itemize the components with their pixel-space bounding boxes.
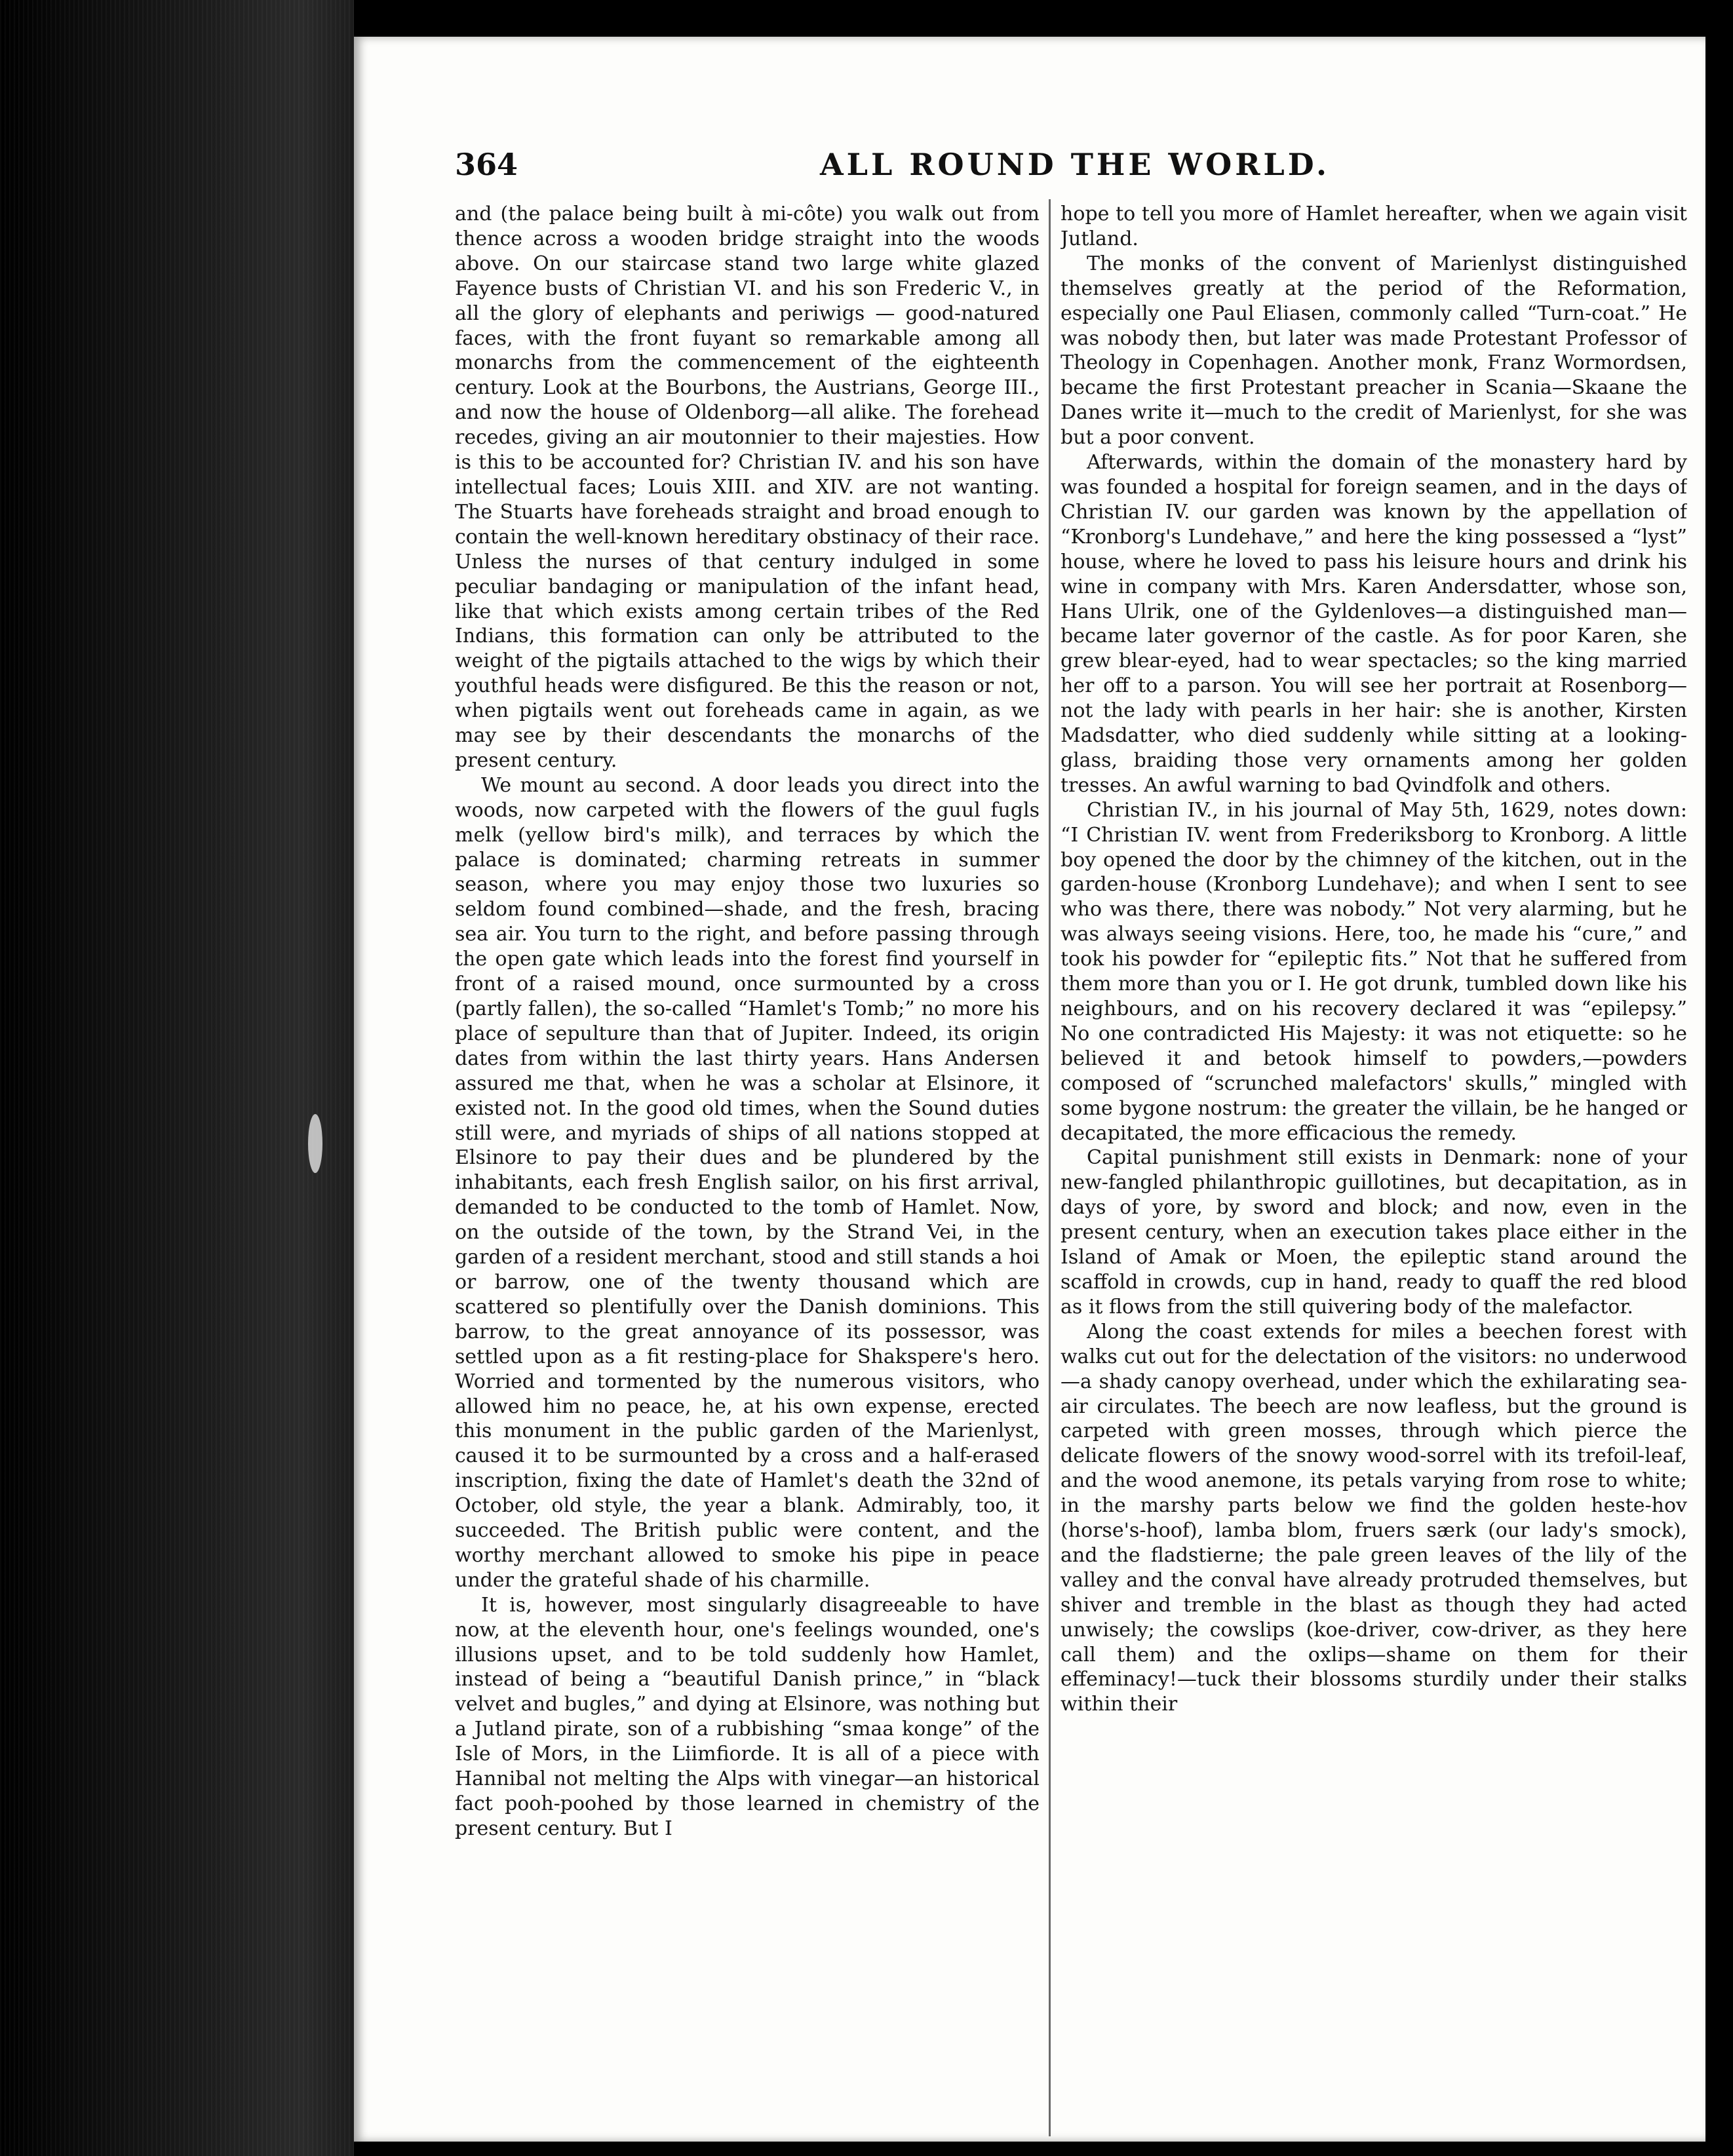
left-column xyxy=(455,202,1040,2135)
right-column xyxy=(1061,202,1687,2135)
page xyxy=(354,37,1705,2142)
scan-border xyxy=(1705,0,1733,2156)
paragraph: Afterwards, within the domain of the monastery hard by was founded a hospital for foreign seamen, and in the days of Christian IV. our garden was known by the appellation of “Kronborg's Lundehave,” and here the king possessed a “lyst” house, where he loved to pass his leisure hours and drink his wine in company with Mrs. Karen Andersdatter, whose son, Hans Ulrik, one of the Gyldenloves—a distinguished man—became later governor of the castle. As for poor Karen, she grew blear-eyed, had to wear spectacles; so the king married her off to a parson. You will see her portrait at Rosenborg—not the lady with pearls in her hair: she is another, Kirsten Madsdatter, who died suddenly while sitting at a looking-glass, braiding those very ornaments among her golden tresses. An awful warning to bad Qvindfolk and others. xyxy=(1061,451,1687,797)
paragraph: Along the coast extends for miles a beechen forest with walks cut out for the delectation of the visitors: no underwood—a shady canopy overhead, under which the exhilarating sea-air circulates. The beech are now leafless, but the ground is carpeted with green mosses, through which pierce the delicate flowers of the snowy wood-sorrel with its trefoil-leaf, and the wood anemone, its petals varying from rose to white; in the marshy parts below we find the golden heste-hov (horse's-hoof), lamba blom, fruers særk (our lady's smock), and the fladstierne; the pale green leaves of the lily of the valley and the conval have already protruded themselves, but shiver and tremble in the blast as though they had acted unwisely; the cowslips (koe-driver, cow-driver, as they here call them) and the oxlips—shame on them for their effeminacy!—tuck their blossoms sturdily under their stalks within their xyxy=(1061,1320,1687,1716)
paragraph: Capital punishment still exists in Denmark: none of your new-fangled philanthropic guillotines, but decapitation, as in days of yore, by sword and block; and now, even in the present century, when an execution takes place either in the Island of Amak or Moen, the epileptic stand around the scaffold in crowds, cup in hand, ready to quaff the red blood as it flows from the still quivering body of the malefactor. xyxy=(1061,1146,1687,1319)
page-number: 364 xyxy=(455,147,518,182)
page-header xyxy=(455,147,1695,193)
paragraph: It is, however, most singularly disagreeable to have now, at the eleventh hour, one's feelings wounded, one's illusions upset, and to be told suddenly how Hamlet, instead of being a “beautiful Danish prince,” in “black velvet and bugles,” and dying at Elsinore, was nothing but a Jutland pirate, son of a rubbishing “smaa konge” of the Isle of Mors, in the Liimfiorde. It is all of a piece with Hannibal not melting the Alps with vinegar—an historical fact pooh-poohed by those learned in chemistry of the present century. But I xyxy=(455,1593,1040,1840)
paragraph: and (the palace being built à mi-côte) you walk out from thence across a wooden bridge straight into the woods above. On our staircase stand two large white glazed Fayence busts of Christian VI. and his son Frederic V., in all the glory of elephants and periwigs — good-natured faces, with the front fuyant so remarkable among all monarchs from the commencement of the eighteenth century. Look at the Bourbons, the Austrians, George III., and now the house of Oldenborg—all alike. The forehead recedes, giving an air moutonnier to their majesties. How is this to be accounted for? Christian IV. and his son have intellectual faces; Louis XIII. and XIV. are not wanting. The Stuarts have foreheads straight and broad enough to contain the well-known hereditary obstinacy of their race. Unless the nurses of that century indulged in some peculiar bandaging or manipulation of the infant head, like that which exists among certain tribes of the Red Indians, this formation can only be attributed to the weight of the pigtails attached to the wigs by which their youthful heads were disfigured. Be this the reason or not, when pigtails went out foreheads came in again, as we may see by their descendants the monarchs of the present century. xyxy=(455,202,1040,772)
paragraph: Christian IV., in his journal of May 5th, 1629, notes down: “I Christian IV. went from Frederiksborg to Kronborg. A little boy opened the door by the chimney of the kitchen, out in the garden-house (Kronborg Lundehave); and when I sent to see who was there, there was nobody.” Not very alarming, but he was always seeing visions. Here, too, he made his “cure,” and took his powder for “epileptic fits.” Not that he suffered from them more than you or I. He got drunk, tumbled down like his neighbours, and on his recovery declared it was “epilepsy.” No one contradicted His Majesty: it was not etiquette: so he believed it and betook himself to powders,—powders composed of “scrunched malefactors' skulls,” mingled with some bygone nostrum: the greater the villain, be he hanged or decapitated, the more efficacious the remedy. xyxy=(1061,798,1687,1145)
paragraph: The monks of the convent of Marienlyst distinguished themselves greatly at the period of the Reformation, especially one Paul Eliasen, commonly called “Turn-coat.” He was nobody then, but later was made Protestant Professor of Theology in Copenhagen. Another monk, Franz Wormordsen, became the first Protestant preacher in Scania—Skaane the Danes write it—much to the credit of Marienlyst, for she was but a poor convent. xyxy=(1061,252,1687,450)
paragraph: We mount au second. A door leads you direct into the woods, now carpeted with the flowers of the guul fugls melk (yellow bird's milk), and terraces by which the palace is dominated; charming retreats in summer season, where you may enjoy those two luxuries so seldom found combined—shade, and the fresh, bracing sea air. You turn to the right, and before passing through the open gate which leads into the forest find yourself in front of a raised mound, once surmounted by a cross (partly fallen), the so-called “Hamlet's Tomb;” no more his place of sepulture than that of Jupiter. Indeed, its origin dates from within the last thirty years. Hans Andersen assured me that, when he was a scholar at Elsinore, it existed not. In the good old times, when the Sound duties still were, and myriads of ships of all nations stopped at Elsinore to pay their dues and be plundered by the inhabitants, each fresh English sailor, on his first arrival, demanded to be conducted to the tomb of Hamlet. Now, on the outside of the town, by the Strand Vei, in the garden of a resident merchant, stood and still stands a hoi or barrow, one of the twenty thousand which are scattered so plentifully over the Danish dominions. This barrow, to the great annoyance of its possessor, was settled upon as a fit resting-place for Shakspere's hero. Worried and tormented by the numerous visitors, who allowed him no peace, he, at his own expense, erected this monument in the public garden of the Marienlyst, caused it to be surmounted by a cross and a half-erased inscription, fixing the date of Hamlet's death the 32nd of October, old style, the year a blank. Admirably, too, it succeeded. The British public were content, and the worthy merchant allowed to smoke his pipe in peace under the grateful shade of his charmille. xyxy=(455,773,1040,1592)
paragraph: hope to tell you more of Hamlet hereafter, when we again visit Jutland. xyxy=(1061,202,1687,250)
spine-mark xyxy=(308,1114,322,1173)
book-spine xyxy=(0,0,354,2156)
running-title: ALL ROUND THE WORLD. xyxy=(819,147,1331,182)
column-divider xyxy=(1049,199,1051,2136)
